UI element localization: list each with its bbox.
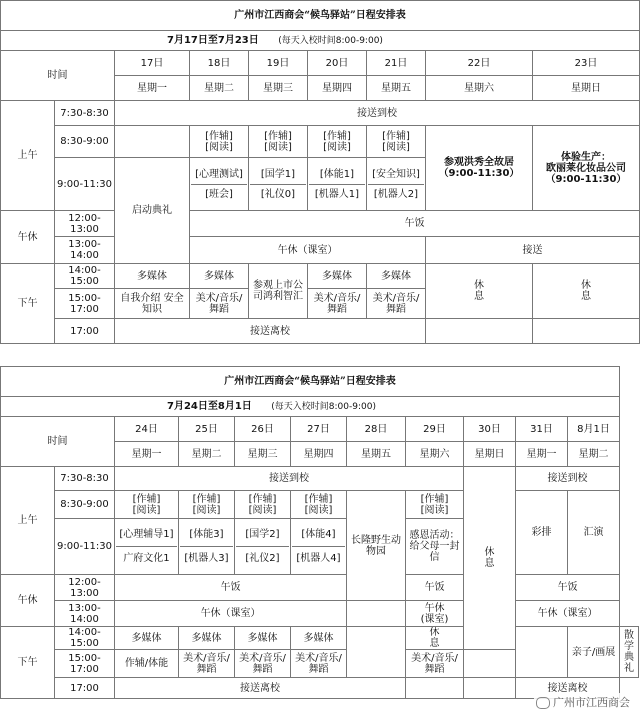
multimedia-cell: 多媒体 [115, 264, 190, 289]
empty-cell [533, 319, 640, 344]
factory-visit: 体验生产： 欧丽莱化妆品公司 （9:00-11:30） [533, 126, 640, 211]
time-slot: 7:30-8:30 [55, 101, 115, 126]
empty-cell [347, 627, 406, 678]
period-morning: 上午 [1, 467, 55, 575]
time-slot: 12:00-13:00 [55, 211, 115, 237]
lunch: 午饭 [115, 575, 347, 601]
class-etiquette: [礼仪2] [245, 553, 280, 564]
day-header: 8月1日 [568, 417, 620, 442]
time-slot: 9:00-11:30 [55, 519, 115, 575]
class-cell [235, 519, 291, 575]
multimedia-cell: 多媒体 [190, 264, 249, 289]
shuttle-to-school: 接送到校 [115, 467, 464, 491]
weekday-header: 星期三 [235, 442, 291, 467]
day-header: 27日 [291, 417, 347, 442]
shuttle-from-school: 接送离校 [516, 678, 620, 699]
schedule-table-week2 [0, 366, 639, 699]
class-cell [115, 519, 179, 575]
lunch: 午饭 [406, 575, 464, 601]
reading-cell: [作辅] [阅读] [115, 491, 179, 519]
rest-cell: 休 息 [406, 627, 464, 650]
time-slot: 8:30-9:00 [55, 126, 115, 158]
time-slot: 12:00-13:00 [55, 575, 115, 601]
date-range: 7月17日至7月23日 [167, 34, 259, 46]
weekday-header: 星期二 [190, 76, 249, 101]
arts-cell: 美术/音乐/舞蹈 [367, 289, 426, 319]
class-cell [308, 158, 367, 211]
period-afternoon: 下午 [1, 264, 55, 344]
shuttle-to-school: 接送到校 [516, 467, 620, 491]
class-fitness: [体能1] [309, 165, 365, 185]
multimedia-cell: 多媒体 [367, 264, 426, 289]
time-slot: 9:00-11:30 [55, 158, 115, 211]
rest-cell: 休 息 [533, 264, 640, 319]
intro-safety: 自我介绍 安全知识 [115, 289, 190, 319]
weekday-header: 星期日 [533, 76, 640, 101]
time-header: 时间 [1, 51, 115, 101]
reading-cell: [作辅] [阅读] [291, 491, 347, 519]
lunch: 午饭 [516, 575, 620, 601]
class-guoxue: [国学1] [250, 165, 306, 185]
weekday-header: 星期六 [406, 442, 464, 467]
class-cell [367, 158, 426, 211]
table-title: 广州市江西商会“候鸟驿站”日程安排表 [1, 1, 640, 31]
class-etiquette: [礼仪0] [260, 188, 296, 200]
wechat-icon [536, 697, 550, 709]
closing-ceremony: 散学典礼 [620, 627, 639, 678]
weekday-header: 星期二 [179, 442, 235, 467]
section-gap [0, 346, 640, 366]
class-robot: [机器人1] [314, 188, 360, 200]
multimedia-cell: 多媒体 [115, 627, 179, 650]
reading-cell: [作辅] [阅读] [367, 126, 426, 158]
day-header: 20日 [308, 51, 367, 76]
reading-cell: [作辅] [阅读] [179, 491, 235, 519]
lunch: 午饭 [190, 211, 640, 237]
arts-cell: 美术/音乐/舞蹈 [235, 650, 291, 678]
class-guoxue: [国学2] [236, 523, 289, 547]
day-header: 26日 [235, 417, 291, 442]
class-robot: [机器人2] [373, 188, 419, 200]
parent-child-exhibit: 亲子/画展 [568, 627, 620, 678]
day-header: 23日 [533, 51, 640, 76]
entry-time-note: (每天入校时间8:00-9:00) [271, 401, 376, 412]
multimedia-cell: 多媒体 [235, 627, 291, 650]
arts-cell: 美术/音乐/舞蹈 [406, 650, 464, 678]
weekday-header: 星期四 [308, 76, 367, 101]
shuttle-to-school: 接送到校 [115, 101, 640, 126]
arts-cell: 美术/音乐/舞蹈 [190, 289, 249, 319]
empty-cell [516, 627, 568, 678]
class-meeting: [班会] [205, 188, 233, 200]
time-slot: 17:00 [55, 319, 115, 344]
empty-cell [347, 601, 406, 627]
day-header: 30日 [464, 417, 516, 442]
time-slot: 15:00-17:00 [55, 650, 115, 678]
visit-listed-company: 参观上市公司鸿利智汇 [249, 264, 308, 319]
empty-cell [464, 678, 516, 699]
time-slot: 17:00 [55, 678, 115, 699]
weekday-header: 星期二 [568, 442, 620, 467]
weekday-header: 星期五 [367, 76, 426, 101]
weekday-header: 星期一 [516, 442, 568, 467]
time-slot: 14:00-15:00 [55, 264, 115, 289]
class-cell [291, 519, 347, 575]
day-header: 22日 [426, 51, 533, 76]
reading-cell: [作辅] [阅读] [308, 126, 367, 158]
opening-ceremony: 启动典礼 [115, 158, 190, 264]
arts-cell: 美术/音乐/舞蹈 [179, 650, 235, 678]
shuttle: 接送 [426, 237, 640, 264]
multimedia-cell: 多媒体 [308, 264, 367, 289]
day-header: 29日 [406, 417, 464, 442]
time-slot: 13:00-14:00 [55, 601, 115, 627]
date-range-row [1, 31, 640, 51]
date-range-row [1, 397, 620, 417]
weekday-header: 星期三 [249, 76, 308, 101]
empty-cell [406, 678, 464, 699]
performance: 汇演 [568, 491, 620, 575]
table-title: 广州市江西商会“候鸟驿站”日程安排表 [1, 367, 620, 397]
arts-cell: 美术/音乐/舞蹈 [308, 289, 367, 319]
class-robot: [机器人4] [296, 553, 341, 564]
weekday-header: 星期五 [347, 442, 406, 467]
period-noon: 午休 [1, 211, 55, 264]
class-cell [190, 158, 249, 211]
day-header: 25日 [179, 417, 235, 442]
day-header: 31日 [516, 417, 568, 442]
weekday-header: 星期一 [115, 442, 179, 467]
weekday-header: 星期四 [291, 442, 347, 467]
multimedia-cell: 多媒体 [291, 627, 347, 650]
shuttle-from-school: 接送离校 [115, 678, 406, 699]
reading-cell: [作辅] [阅读] [406, 491, 464, 519]
time-slot: 13:00-14:00 [55, 237, 115, 264]
empty-cell [426, 319, 533, 344]
nap-classroom: 午休（课室） [516, 601, 620, 627]
day-header: 28日 [347, 417, 406, 442]
weekday-header: 星期六 [426, 76, 533, 101]
class-fitness: [体能3] [180, 523, 233, 547]
day-header: 18日 [190, 51, 249, 76]
time-slot: 8:30-9:00 [55, 491, 115, 519]
rest-sunday: 休 息 [464, 467, 516, 650]
period-noon: 午休 [1, 575, 55, 627]
schedule-table-week1 [0, 0, 640, 344]
weekday-header: 星期一 [115, 76, 190, 101]
weekday-header: 星期日 [464, 442, 516, 467]
nap-classroom: 午休（课室） [115, 601, 347, 627]
gratitude-activity: 感恩活动：给父母一封信 [406, 519, 464, 575]
rest-cell: 休 息 [426, 264, 533, 319]
class-cell [249, 158, 308, 211]
class-psych-counsel: [心理辅导1] [116, 523, 177, 547]
reading-cell: [作辅] [阅读] [249, 126, 308, 158]
time-slot: 14:00-15:00 [55, 627, 115, 650]
time-slot: 7:30-8:30 [55, 467, 115, 491]
empty-cell [115, 126, 190, 158]
class-canton-culture: 广府文化1 [123, 553, 170, 564]
nap-classroom: 午休（课室） [190, 237, 426, 264]
time-header: 时间 [1, 417, 115, 467]
day-header: 19日 [249, 51, 308, 76]
multimedia-cell: 多媒体 [179, 627, 235, 650]
watermark [534, 693, 632, 711]
reading-cell: [作辅] [阅读] [235, 491, 291, 519]
time-slot: 15:00-17:00 [55, 289, 115, 319]
class-fitness: [体能4] [292, 523, 345, 547]
entry-time-note: (每天入校时间8:00-9:00) [278, 35, 383, 46]
zoo-visit: 长隆野生动物园 [347, 491, 406, 601]
rehearsal: 彩排 [516, 491, 568, 575]
period-afternoon: 下午 [1, 627, 55, 699]
watermark-text: 广州市江西商会 [553, 696, 630, 709]
day-header: 21日 [367, 51, 426, 76]
class-cell [179, 519, 235, 575]
date-range: 7月24日至8月1日 [167, 400, 252, 412]
class-psych-test: [心理测试] [191, 165, 247, 185]
tutoring-fitness: 作辅/体能 [115, 650, 179, 678]
class-safety: [安全知识] [368, 165, 424, 185]
reading-cell: [作辅] [阅读] [190, 126, 249, 158]
day-header: 24日 [115, 417, 179, 442]
visit-hong-xiuquan: 参观洪秀全故居 （9:00-11:30） [426, 126, 533, 211]
day-header: 17日 [115, 51, 190, 76]
shuttle-from-school: 接送离校 [115, 319, 426, 344]
class-robot: [机器人3] [184, 553, 229, 564]
nap-classroom: 午休 (课室) [406, 601, 464, 627]
arts-cell: 美术/音乐/舞蹈 [291, 650, 347, 678]
period-morning: 上午 [1, 101, 55, 211]
